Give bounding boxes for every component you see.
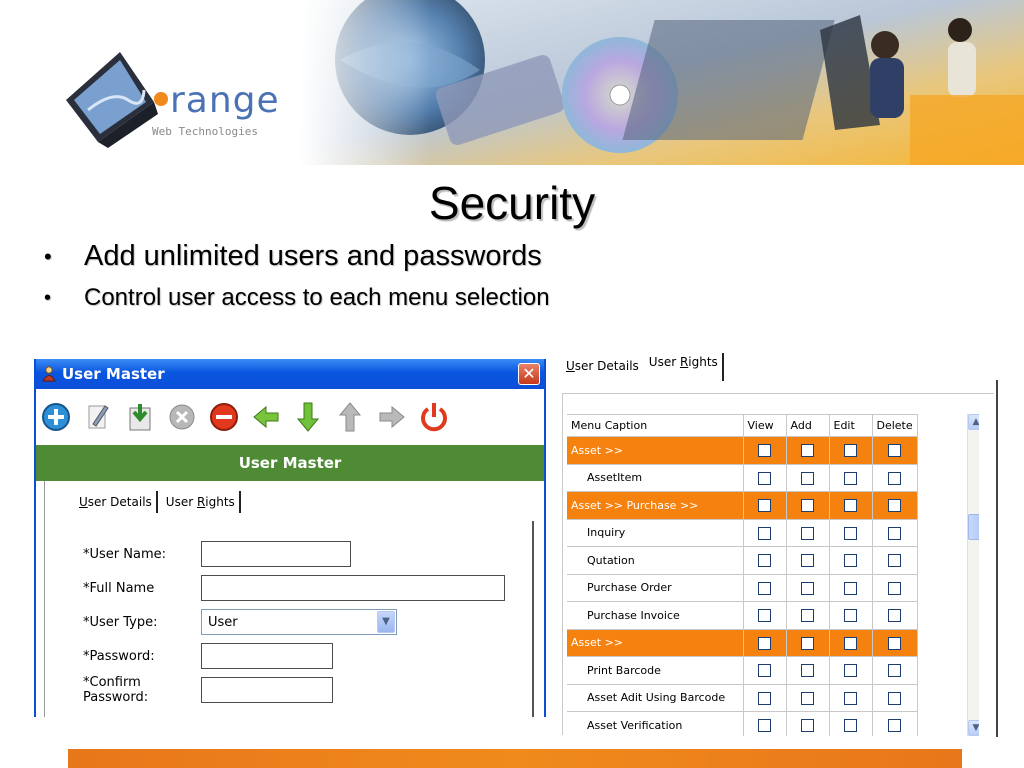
edit-cell <box>829 547 872 575</box>
add-cell <box>786 712 829 737</box>
header-banner <box>0 0 1024 165</box>
full-name-row <box>83 575 505 601</box>
delete-cell <box>872 712 917 737</box>
view-cell <box>743 464 786 492</box>
add-checkbox[interactable] <box>801 692 814 705</box>
scroll-up-icon[interactable]: ▲ <box>968 414 979 430</box>
edit-cell <box>829 464 872 492</box>
rights-table-body <box>567 437 917 737</box>
delete-cell <box>872 492 917 520</box>
add-checkbox[interactable] <box>801 499 814 512</box>
user-name-row <box>83 541 351 567</box>
edit-cell <box>829 657 872 685</box>
password-input[interactable] <box>201 643 333 669</box>
view-cell <box>743 437 786 465</box>
logo-wordmark <box>154 80 280 121</box>
delete-checkbox[interactable] <box>888 719 901 732</box>
view-checkbox[interactable] <box>758 444 771 457</box>
table-row[interactable] <box>567 657 917 685</box>
back-button[interactable] <box>250 397 282 437</box>
view-checkbox[interactable] <box>758 554 771 567</box>
exit-icon <box>419 400 449 434</box>
menu-caption-cell: Asset >> <box>567 437 743 465</box>
confirm-password-input[interactable] <box>201 677 333 703</box>
add-cell <box>786 464 829 492</box>
rights-frame <box>562 393 994 735</box>
banner-collage-image <box>300 0 1024 165</box>
edit-checkbox[interactable] <box>844 664 857 677</box>
edit-checkbox[interactable] <box>844 472 857 485</box>
logo-word-text: range <box>170 80 280 121</box>
column-header[interactable]: View <box>743 415 786 437</box>
password-label: *Password: <box>83 648 155 664</box>
view-cell <box>743 712 786 737</box>
edit-checkbox[interactable] <box>844 582 857 595</box>
add-cell <box>786 602 829 630</box>
user-rights-panel <box>562 353 1000 737</box>
table-row[interactable] <box>567 602 917 630</box>
view-checkbox[interactable] <box>758 637 771 650</box>
tab-user-details[interactable] <box>75 491 158 513</box>
edit-checkbox[interactable] <box>844 527 857 540</box>
edit-cell <box>829 519 872 547</box>
menu-caption-cell: Asset Verification <box>567 712 743 737</box>
scroll-thumb[interactable] <box>968 514 979 540</box>
window-close-button[interactable]: ✕ <box>518 363 540 385</box>
forward-icon <box>377 400 407 434</box>
save-icon <box>125 400 155 434</box>
user-master-window <box>34 359 546 717</box>
menu-caption-cell: Asset >> <box>567 629 743 657</box>
user-type-value: User <box>208 614 238 630</box>
view-checkbox[interactable] <box>758 664 771 677</box>
view-checkbox[interactable] <box>758 472 771 485</box>
delete-cell <box>872 657 917 685</box>
delete-cell <box>872 547 917 575</box>
add-checkbox[interactable] <box>801 444 814 457</box>
bullet-list <box>44 240 550 312</box>
tab-label: User Details <box>79 495 152 509</box>
menu-caption-cell: Print Barcode <box>567 657 743 685</box>
menu-caption-cell: Purchase Invoice <box>567 602 743 630</box>
menu-caption-cell: Asset Adit Using Barcode <box>567 684 743 712</box>
column-header[interactable]: Edit <box>829 415 872 437</box>
table-row[interactable] <box>567 712 917 737</box>
user-type-select[interactable] <box>201 609 397 635</box>
full-name-label: *Full Name <box>83 580 155 596</box>
exit-button[interactable] <box>418 397 450 437</box>
logo-tagline: Web Technologies <box>152 125 258 138</box>
menu-group-row[interactable] <box>567 629 917 657</box>
panel-edge <box>532 521 534 717</box>
delete-cell <box>872 519 917 547</box>
column-header[interactable]: Menu Caption <box>567 415 743 437</box>
edit-checkbox[interactable] <box>844 444 857 457</box>
view-checkbox[interactable] <box>758 527 771 540</box>
column-header[interactable]: Add <box>786 415 829 437</box>
tab-label: User Rights <box>165 495 235 509</box>
toolbar <box>36 389 544 445</box>
view-cell <box>743 684 786 712</box>
edit-checkbox[interactable] <box>844 554 857 567</box>
forward-button[interactable] <box>376 397 408 437</box>
menu-caption-cell: Inquiry <box>567 519 743 547</box>
tab-user-details[interactable] <box>562 353 643 381</box>
delete-cell <box>872 437 917 465</box>
tab-label: User Rights <box>648 355 718 369</box>
delete-button[interactable] <box>208 397 240 437</box>
back-icon <box>251 400 281 434</box>
add-cell <box>786 684 829 712</box>
cancel-icon <box>167 400 197 434</box>
menu-caption-cell: Asset >> Purchase >> <box>567 492 743 520</box>
bullet-item: • Add unlimited users and passwords <box>44 240 550 284</box>
delete-checkbox[interactable] <box>888 637 901 650</box>
edit-checkbox[interactable] <box>844 637 857 650</box>
view-cell <box>743 602 786 630</box>
down-button[interactable] <box>292 397 324 437</box>
add-checkbox[interactable] <box>801 609 814 622</box>
delete-checkbox[interactable] <box>888 582 901 595</box>
add-checkbox[interactable] <box>801 527 814 540</box>
cancel-button[interactable] <box>166 397 198 437</box>
view-cell <box>743 629 786 657</box>
user-master-tabs <box>75 491 245 513</box>
save-button[interactable] <box>124 397 156 437</box>
add-cell <box>786 437 829 465</box>
add-checkbox[interactable] <box>801 637 814 650</box>
edit-cell <box>829 684 872 712</box>
add-cell <box>786 492 829 520</box>
slide-title: Security <box>428 177 596 229</box>
delete-cell <box>872 464 917 492</box>
edit-checkbox[interactable] <box>844 719 857 732</box>
user-type-label: *User Type: <box>83 614 158 630</box>
add-checkbox[interactable] <box>801 472 814 485</box>
add-cell <box>786 547 829 575</box>
user-type-row <box>83 609 397 635</box>
table-row[interactable] <box>567 519 917 547</box>
add-checkbox[interactable] <box>801 664 814 677</box>
tab-user-rights[interactable] <box>162 491 241 513</box>
window-title: User Master <box>62 365 165 383</box>
edit-cell <box>829 629 872 657</box>
rights-grid <box>567 414 979 736</box>
delete-checkbox[interactable] <box>888 472 901 485</box>
chevron-down-icon[interactable]: ▼ <box>377 611 395 633</box>
edit-checkbox[interactable] <box>844 609 857 622</box>
vertical-scrollbar[interactable] <box>967 414 979 736</box>
view-cell <box>743 574 786 602</box>
view-cell <box>743 657 786 685</box>
menu-caption-cell: Qutation <box>567 547 743 575</box>
delete-checkbox[interactable] <box>888 609 901 622</box>
table-header-row <box>567 415 917 437</box>
add-cell <box>786 629 829 657</box>
up-button[interactable] <box>334 397 366 437</box>
add-button[interactable] <box>40 397 72 437</box>
rights-table <box>567 414 918 736</box>
edit-button[interactable] <box>82 397 114 437</box>
add-checkbox[interactable] <box>801 554 814 567</box>
section-header: User Master <box>36 445 544 481</box>
confirm-password-row <box>83 675 333 705</box>
user-details-panel <box>44 481 534 717</box>
tab-label: User Details <box>566 359 639 373</box>
view-checkbox[interactable] <box>758 692 771 705</box>
table-row[interactable] <box>567 464 917 492</box>
panel-edge <box>996 380 998 737</box>
delete-cell <box>872 574 917 602</box>
delete-checkbox[interactable] <box>888 554 901 567</box>
view-cell <box>743 547 786 575</box>
full-name-input[interactable] <box>201 575 505 601</box>
view-checkbox[interactable] <box>758 582 771 595</box>
view-checkbox[interactable] <box>758 719 771 732</box>
logo-dot-icon <box>154 92 168 106</box>
add-icon <box>41 400 71 434</box>
edit-cell <box>829 437 872 465</box>
add-cell <box>786 519 829 547</box>
delete-checkbox[interactable] <box>888 664 901 677</box>
delete-cell <box>872 629 917 657</box>
menu-caption-cell: Purchase Order <box>567 574 743 602</box>
scroll-down-icon[interactable]: ▼ <box>968 720 979 736</box>
user-name-input[interactable] <box>201 541 351 567</box>
edit-cell <box>829 574 872 602</box>
down-icon <box>293 400 323 434</box>
add-cell <box>786 574 829 602</box>
window-titlebar[interactable] <box>36 359 544 389</box>
footer-bar <box>68 749 962 768</box>
add-checkbox[interactable] <box>801 719 814 732</box>
edit-cell <box>829 712 872 737</box>
delete-cell <box>872 684 917 712</box>
edit-checkbox[interactable] <box>844 692 857 705</box>
table-row[interactable] <box>567 574 917 602</box>
delete-checkbox[interactable] <box>888 444 901 457</box>
edit-icon <box>83 400 113 434</box>
view-cell <box>743 492 786 520</box>
tab-user-rights[interactable] <box>645 353 724 381</box>
table-row[interactable] <box>567 684 917 712</box>
menu-caption-cell: AssetItem <box>567 464 743 492</box>
menu-group-row[interactable] <box>567 492 917 520</box>
menu-group-row[interactable] <box>567 437 917 465</box>
bullet-item: • Control user access to each menu selection <box>44 284 550 312</box>
app-user-icon <box>42 366 56 382</box>
password-row <box>83 643 333 669</box>
view-cell <box>743 519 786 547</box>
user-name-label: *User Name: <box>83 546 166 562</box>
view-checkbox[interactable] <box>758 499 771 512</box>
delete-cell <box>872 602 917 630</box>
view-checkbox[interactable] <box>758 609 771 622</box>
delete-checkbox[interactable] <box>888 499 901 512</box>
confirm-password-label: *Confirm Password: <box>83 675 149 705</box>
edit-checkbox[interactable] <box>844 499 857 512</box>
edit-cell <box>829 492 872 520</box>
user-rights-tabs <box>562 353 726 381</box>
edit-cell <box>829 602 872 630</box>
add-checkbox[interactable] <box>801 582 814 595</box>
delete-icon <box>209 400 239 434</box>
table-row[interactable] <box>567 547 917 575</box>
delete-checkbox[interactable] <box>888 692 901 705</box>
add-cell <box>786 657 829 685</box>
up-icon <box>335 400 365 434</box>
column-header[interactable]: Delete <box>872 415 917 437</box>
delete-checkbox[interactable] <box>888 527 901 540</box>
